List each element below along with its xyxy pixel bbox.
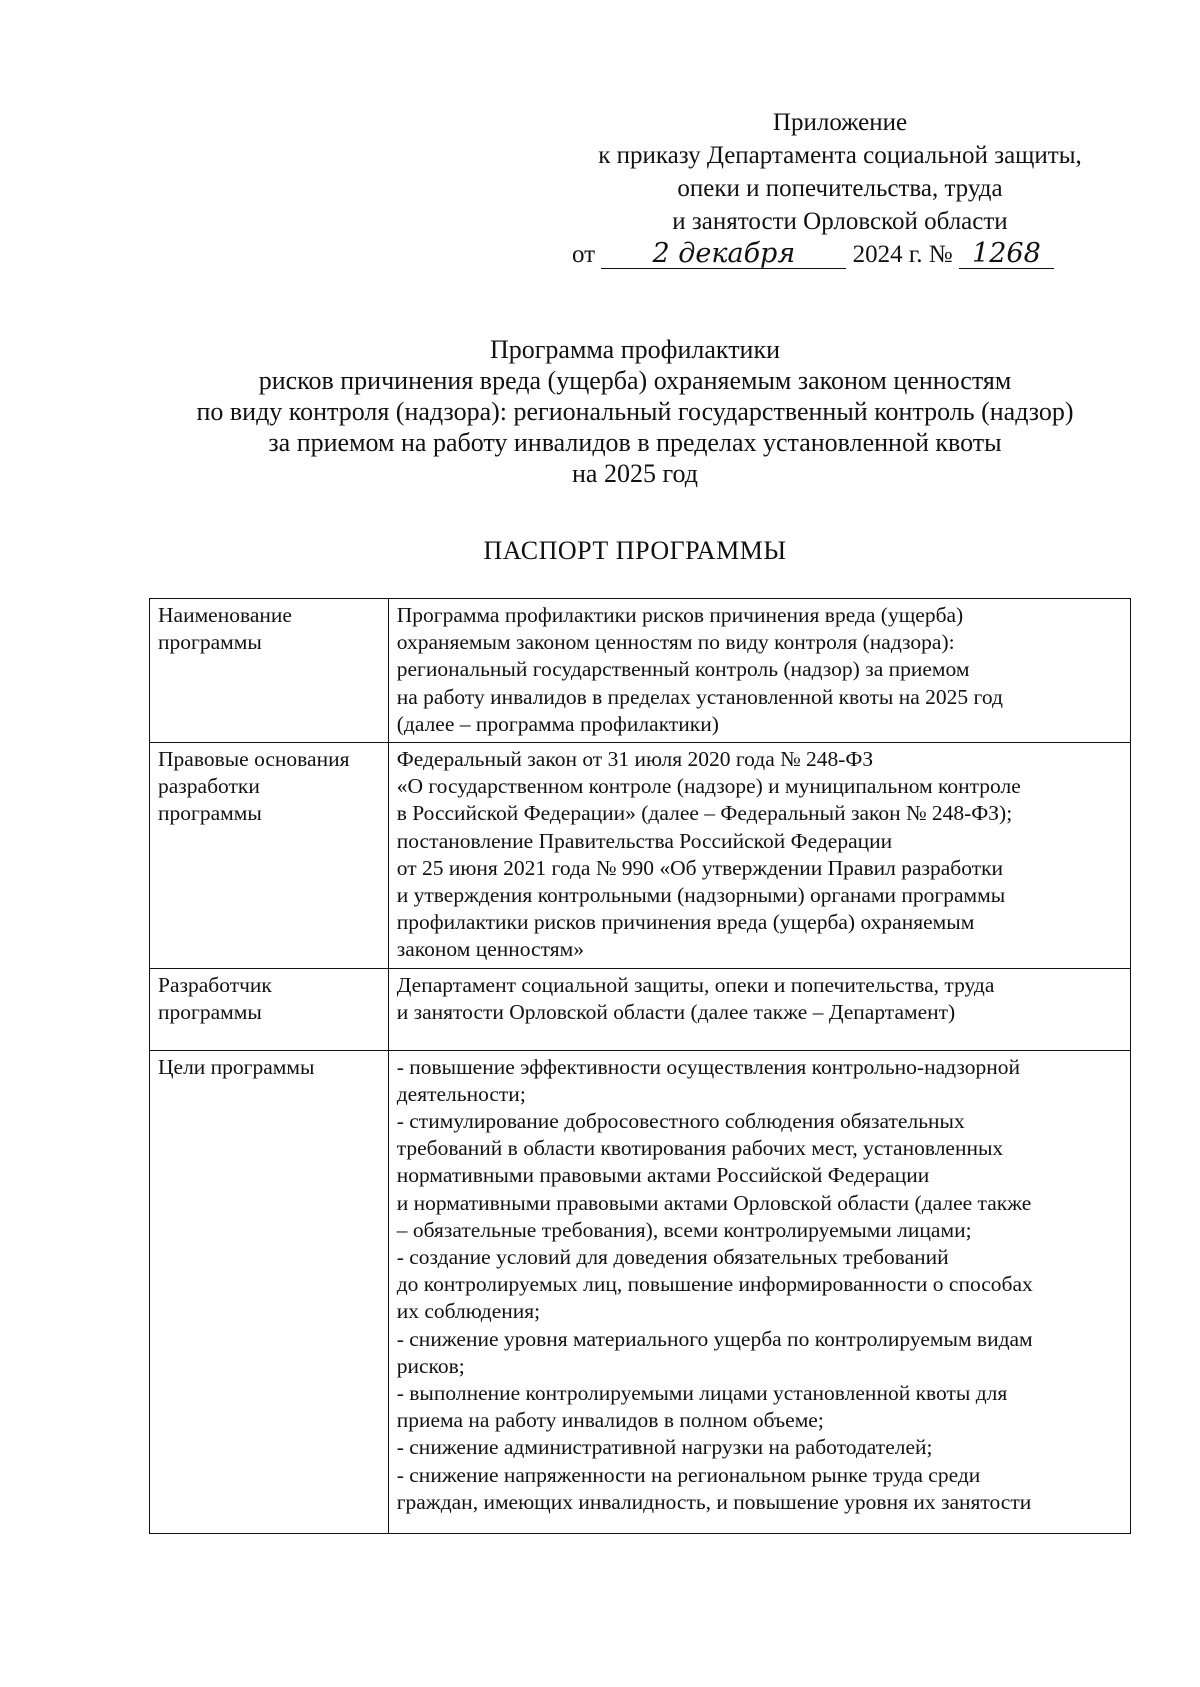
label-line: Правовые основания (158, 747, 350, 772)
value-line: граждан, имеющих инвалидность, и повышение уровня их занятости (396, 1489, 1032, 1514)
value-line: требований в области квотирования рабочих мест, установленных (396, 1136, 1004, 1161)
table-row (150, 1050, 1131, 1533)
row-value (388, 599, 1130, 743)
value-line: в Российской Федерации» (далее – Федеральный закон № 248-ФЗ); (396, 801, 1013, 826)
row-label (150, 599, 389, 743)
value-line: - снижение административной нагрузки на работодателей; (396, 1435, 933, 1460)
program-title (130, 334, 1140, 489)
value-line: Программа профилактики рисков причинения вреда (ущерба) (396, 603, 964, 627)
label-line: программы (158, 801, 262, 826)
passport-heading: ПАСПОРТ ПРОГРАММЫ (483, 536, 787, 565)
appendix-line: опеки и попечительства, труда (677, 175, 1003, 202)
appendix-header (560, 106, 1120, 271)
date-prefix: от (572, 241, 596, 268)
year-label: 2024 г. № (852, 241, 953, 268)
table-row (150, 743, 1131, 969)
value-line: и нормативными правовыми актами Орловской области (далее также (396, 1190, 1032, 1215)
title-line: по виду контроля (надзора): региональный государственный контроль (надзор) (196, 397, 1074, 426)
value-line: Департамент социальной защиты, опеки и попечительства, труда (396, 972, 995, 997)
value-line: охраняемым законом ценностям по виду контроля (надзора): (396, 630, 955, 655)
title-line: за приемом на работу инвалидов в пределах установленной квоты (268, 428, 1002, 457)
value-line: профилактики рисков причинения вреда (ущерба) охраняемым (396, 910, 975, 935)
row-label (150, 743, 389, 969)
row-value (388, 1050, 1130, 1533)
handwritten-date: 2 декабря (601, 240, 846, 269)
value-line: до контролируемых лиц, повышение информированности о способах (396, 1272, 1033, 1297)
table-row (150, 968, 1131, 1050)
label-line: программы (158, 999, 262, 1024)
value-line: - повышение эффективности осуществления контрольно-надзорной (396, 1054, 1020, 1079)
value-line: деятельности; (396, 1081, 526, 1106)
value-line: приема на работу инвалидов в полном объеме; (396, 1408, 824, 1433)
row-value (388, 743, 1130, 969)
appendix-line: к приказу Департамента социальной защиты, (598, 142, 1082, 169)
value-line: - снижение уровня материального ущерба по контролируемым видам (396, 1326, 1033, 1351)
value-line: региональный государственный контроль (надзор) за приемом (396, 657, 970, 682)
label-line: программы (158, 630, 262, 655)
table-row (150, 599, 1131, 743)
value-line: - снижение напряженности на региональном рынке труда среди (396, 1462, 981, 1487)
value-line: и занятости Орловской области (далее также – Департамент) (396, 999, 956, 1024)
appendix-line: Приложение (772, 109, 908, 136)
order-date-line (560, 238, 1120, 271)
label-line: разработки (158, 774, 260, 799)
value-line: законом ценностям» (396, 937, 584, 962)
value-line: от 25 июня 2021 года № 990 «Об утверждении Правил разработки (396, 855, 1004, 880)
title-line: на 2025 год (572, 459, 698, 488)
row-label (150, 968, 389, 1050)
title-line: рисков причинения вреда (ущерба) охраняемым законом ценностям (258, 366, 1012, 395)
title-line: Программа профилактики (489, 335, 781, 364)
value-line: на работу инвалидов в пределах установленной квоты на 2025 год (396, 684, 1003, 709)
value-line: «О государственном контроле (надзоре) и муниципальном контроле (396, 774, 1021, 799)
handwritten-order-number: 1268 (959, 240, 1054, 269)
value-line: их соблюдения; (396, 1299, 541, 1324)
value-line: нормативными правовыми актами Российской Федерации (396, 1163, 930, 1188)
label-line: Наименование (158, 603, 292, 627)
value-line: - создание условий для доведения обязательных требований (396, 1245, 949, 1270)
row-value (388, 968, 1130, 1050)
appendix-line: и занятости Орловской области (672, 208, 1008, 235)
value-line: рисков; (396, 1353, 465, 1378)
value-line: постановление Правительства Российской Федерации (396, 828, 893, 853)
value-line: - выполнение контролируемыми лицами установленной квоты для (396, 1381, 1008, 1406)
value-line: – обязательные требования), всеми контролируемыми лицами; (396, 1217, 972, 1242)
row-label (150, 1050, 389, 1533)
label-line: Цели программы (158, 1054, 315, 1079)
value-line: и утверждения контрольными (надзорными) органами программы (396, 883, 1006, 908)
value-line: Федеральный закон от 31 июля 2020 года № 248-ФЗ (396, 747, 874, 772)
passport-table (149, 598, 1131, 1534)
value-line: (далее – программа профилактики) (396, 711, 719, 736)
label-line: Разработчик (158, 972, 272, 997)
value-line: - стимулирование добросовестного соблюдения обязательных (396, 1109, 965, 1134)
